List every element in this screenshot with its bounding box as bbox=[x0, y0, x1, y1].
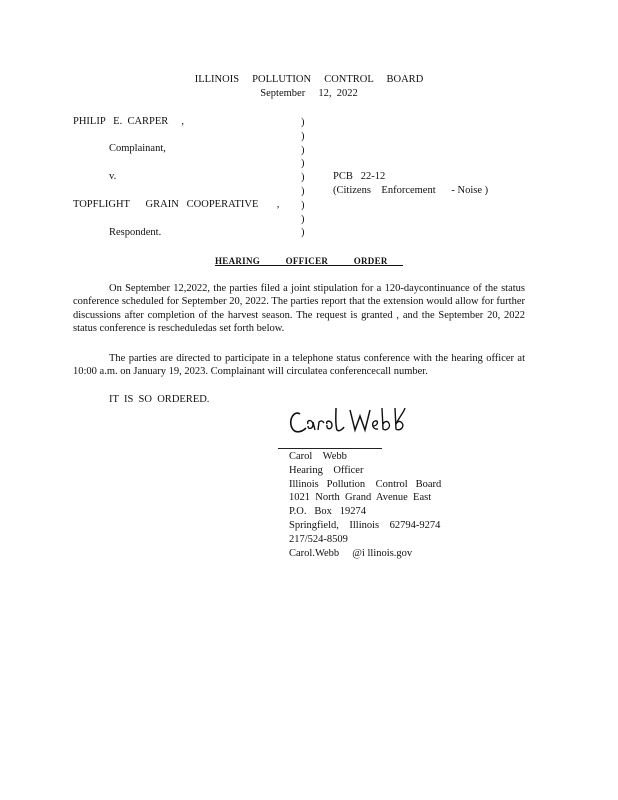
closing-statement: IT IS SO ORDERED. bbox=[109, 394, 210, 405]
address-line-2: P.O. Box 19274 bbox=[289, 506, 367, 518]
respondent-name: TOPFLIGHT GRAIN COOPERATIVE , bbox=[73, 199, 280, 210]
signer-title: Hearing Officer bbox=[289, 464, 364, 476]
paren: ) bbox=[301, 227, 305, 239]
paren: ) bbox=[301, 199, 305, 211]
order-title: HEARING OFFICER ORDER bbox=[214, 256, 403, 266]
case-type: (Citizens Enforcement - Noise ) bbox=[333, 185, 489, 196]
paren: ) bbox=[301, 130, 305, 142]
body-paragraph-1: On September 12,2022, the parties filed a joint stipulation for a 120-daycontinuance of the status conference scheduled for September 20, 2022. The parties report that the extension would allow for further discussions after completion of the harvest season. The request is granted , and the September 20, 2022 status conference is rescheduledas set forth below. bbox=[73, 283, 525, 334]
order-date: September 12, 2022 bbox=[260, 88, 358, 99]
signer-name: Carol Webb bbox=[289, 451, 347, 462]
signature-line bbox=[278, 448, 382, 449]
complainant-name: PHILIP E. CARPER , bbox=[73, 116, 185, 127]
paren: ) bbox=[301, 158, 305, 170]
caption-parens bbox=[301, 116, 305, 240]
agency-heading: ILLINOIS POLLUTION CONTROL BOARD bbox=[194, 74, 424, 85]
handwritten-signature bbox=[286, 402, 416, 442]
respondent-role: Respondent. bbox=[109, 227, 162, 238]
signer-organization: Illinois Pollution Control Board bbox=[289, 478, 442, 490]
paren: ) bbox=[301, 172, 305, 184]
paren: ) bbox=[301, 117, 305, 128]
paren: ) bbox=[301, 213, 305, 225]
signer-email: Carol.Webb @i llinois.gov bbox=[289, 547, 413, 559]
body-paragraph-2: The parties are directed to participate in a telephone status conference with the hearing officer at 10:00 a.m. on January 19, 2023. Complainant will circulatea conferencecall number. bbox=[73, 353, 525, 378]
case-number: PCB 22-12 bbox=[333, 171, 386, 182]
address-line-1: 1021 North Grand Avenue East bbox=[289, 492, 432, 504]
complainant-role: Complainant, bbox=[109, 143, 166, 154]
signer-phone: 217/524-8509 bbox=[289, 533, 348, 545]
address-line-3: Springfield, Illinois 62794-9274 bbox=[289, 519, 441, 531]
paren: ) bbox=[301, 144, 305, 156]
paren: ) bbox=[301, 185, 305, 197]
signature-block bbox=[289, 450, 441, 560]
versus-label: v. bbox=[109, 171, 117, 182]
